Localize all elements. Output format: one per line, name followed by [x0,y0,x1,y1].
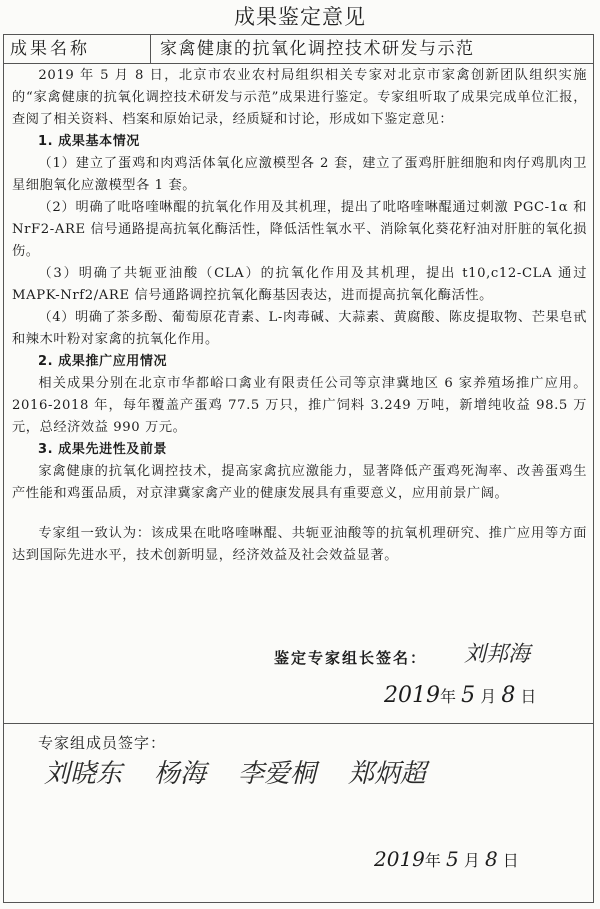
member-signature-1: 刘晓东 [44,759,123,789]
appraisal-body [12,65,587,567]
section-1-item-3: （3）明确了共轭亚油酸（CLA）的抗氧化作用及其机理，提出 t10,c12-CLA 通过 MAPK-Nrf2/ARE 信号通路调控抗氧化酶基因表达，进而提高抗氧化酶活性。 [12,266,587,303]
date-day: 8 [501,683,516,708]
section-1-item-2: （2）明确了吡咯喹啉醌的抗氧化作用及其机理，提出了吡咯喹啉醌通过刺激 PGC-1α 和 NrF2-ARE 信号通路提高抗氧化酶活性，降低活性氧水平、消除氧化葵花籽油对肝脏的氧化损伤。 [12,200,587,259]
section-1-item-4: （4）明确了茶多酚、葡萄原花青素、L-肉毒碱、大蒜素、黄腐酸、陈皮提取物、芒果皂甙和辣木叶粉对家禽的抗氧化作用。 [12,310,587,347]
date-month: 5 [461,683,476,708]
appraisal-form [3,34,594,903]
date-month: 5 [446,847,459,871]
date-day-suffix: 日 [520,687,537,706]
section-3-paragraph: 家禽健康的抗氧化调控技术，提高家禽抗应激能力，显著降低产蛋鸡死淘率、改善蛋鸡生产性能和鸡蛋品质，对京津冀家禽产业的健康发展具有重要意义，应用前景广阔。 [12,464,587,501]
achievement-name-label: 成果名称 [10,39,90,59]
column-divider [150,35,151,63]
date-year: 2019 [374,847,425,871]
date-month-suffix: 月 [463,851,480,870]
leader-signature: 刘邦海 [464,642,531,667]
date-day: 8 [484,847,498,871]
member-signature-4: 郑炳超 [348,759,427,789]
date-day-suffix: 日 [502,851,519,870]
achievement-name-row [4,35,593,64]
member-signature-2: 杨海 [154,759,207,789]
leader-signature-date [384,683,536,708]
date-year-suffix: 年 [424,851,441,870]
date-year: 2019 [384,683,440,708]
leader-signature-label: 鉴定专家组长签名： [274,649,428,667]
achievement-name-value: 家禽健康的抗氧化调控技术研发与示范 [160,39,475,59]
section-heading-2: 2. 成果推广应用情况 [38,354,168,369]
members-signature-label: 专家组成员签字： [38,734,167,752]
section-2-paragraph: 相关成果分别在北京市华都峪口禽业有限责任公司等京津冀地区 6 家养殖场推广应用。2016-2018 年，每年覆盖产蛋鸡 77.5 万只，推广饲料 3.249 万吨，新增纯收益 98.5 万元，总经济效益 990 万元。 [12,376,587,435]
spacer [12,505,587,523]
intro-paragraph: 2019 年 5 月 8 日，北京市农业农村局组织相关专家对北京市家禽创新团队组织实施的“家禽健康的抗氧化调控技术研发与示范”成果进行鉴定。专家组听取了成果完成单位汇报，查阅了相关资料、档案和原始记录，经质疑和讨论，形成如下鉴定意见： [12,68,587,127]
member-signatures [44,753,426,790]
section-heading-1: 1. 成果基本情况 [38,134,140,149]
date-year-suffix: 年 [440,687,457,706]
conclusion-paragraph: 专家组一致认为：该成果在吡咯喹啉醌、共轭亚油酸等的抗氧机理研究、推广应用等方面达到国际先进水平，技术创新明显，经济效益及社会效益显著。 [12,526,587,563]
section-divider [4,723,593,724]
section-1-item-1: （1）建立了蛋鸡和肉鸡活体氧化应激模型各 2 套，建立了蛋鸡肝脏细胞和肉仔鸡肌肉卫星细胞氧化应激模型各 1 套。 [12,156,587,193]
date-month-suffix: 月 [480,687,497,706]
member-signature-3: 李爱桐 [238,759,317,789]
page-title: 成果鉴定意见 [234,5,366,29]
members-signature-date [374,847,519,871]
section-heading-3: 3. 成果先进性及前景 [38,442,168,457]
